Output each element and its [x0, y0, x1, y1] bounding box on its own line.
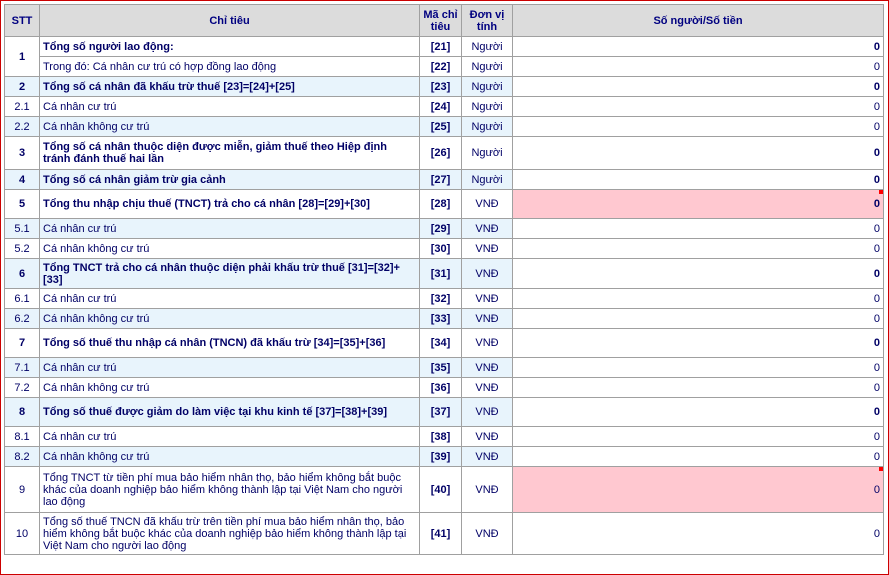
row-unit: VNĐ — [462, 239, 513, 259]
value-field[interactable]: 0 — [513, 378, 884, 398]
row-stt: 8.2 — [5, 447, 40, 467]
value-field[interactable]: 0 — [513, 77, 884, 97]
value-field[interactable] — [513, 467, 884, 513]
row-name: Cá nhân không cư trú — [40, 309, 420, 329]
table-row — [5, 239, 884, 259]
table-header — [5, 5, 884, 37]
row-code: [22] — [420, 57, 462, 77]
value-field[interactable]: 0 — [513, 259, 884, 289]
table-row — [5, 398, 884, 427]
table-row — [5, 447, 884, 467]
row-name: Cá nhân cư trú — [40, 427, 420, 447]
row-code: [36] — [420, 378, 462, 398]
table-row — [5, 37, 884, 57]
value-field[interactable]: 0 — [513, 447, 884, 467]
value-field[interactable]: 0 — [513, 117, 884, 137]
value-text: 0 — [873, 198, 880, 210]
row-unit: Người — [462, 37, 513, 57]
error-marker — [879, 190, 883, 194]
row-name: Tổng số thuế thu nhập cá nhân (TNCN) đã khấu trừ [34]=[35]+[36] — [40, 329, 420, 358]
row-unit: VNĐ — [462, 289, 513, 309]
value-field[interactable]: 0 — [513, 239, 884, 259]
row-stt: 7 — [5, 329, 40, 358]
row-name: Cá nhân cư trú — [40, 358, 420, 378]
value-field[interactable]: 0 — [513, 97, 884, 117]
table-row — [5, 513, 884, 555]
row-unit: VNĐ — [462, 190, 513, 219]
row-code: [26] — [420, 137, 462, 170]
table-row — [5, 309, 884, 329]
row-code: [32] — [420, 289, 462, 309]
header-value: Số người/Số tiền — [513, 5, 884, 37]
value-field[interactable]: 0 — [513, 513, 884, 555]
value-field[interactable] — [513, 190, 884, 219]
row-name: Cá nhân không cư trú — [40, 117, 420, 137]
table-row — [5, 427, 884, 447]
row-name: Cá nhân cư trú — [40, 219, 420, 239]
header-stt: STT — [5, 5, 40, 37]
row-code: [33] — [420, 309, 462, 329]
row-code: [23] — [420, 77, 462, 97]
row-name: Tổng TNCT trả cho cá nhân thuộc diện phải khấu trừ thuế [31]=[32]+[33] — [40, 259, 420, 289]
row-code: [35] — [420, 358, 462, 378]
row-unit: VNĐ — [462, 513, 513, 555]
error-marker — [879, 467, 883, 471]
row-code: [38] — [420, 427, 462, 447]
table-row — [5, 97, 884, 117]
row-name: Tổng số cá nhân đã khấu trừ thuế [23]=[24]+[25] — [40, 77, 420, 97]
table-row — [5, 378, 884, 398]
row-unit: VNĐ — [462, 329, 513, 358]
table-row — [5, 289, 884, 309]
row-name: Cá nhân không cư trú — [40, 239, 420, 259]
row-unit: Người — [462, 137, 513, 170]
row-code: [41] — [420, 513, 462, 555]
row-stt: 10 — [5, 513, 40, 555]
row-name: Tổng số thuế TNCN đã khấu trừ trên tiền phí mua bảo hiểm nhân thọ, bảo hiểm không bắt buộc khác của doanh nghiệp bảo hiểm không thành lập tại Việt Nam cho người lao động — [40, 513, 420, 555]
row-code: [30] — [420, 239, 462, 259]
row-stt: 7.1 — [5, 358, 40, 378]
row-stt: 4 — [5, 170, 40, 190]
value-field[interactable]: 0 — [513, 57, 884, 77]
row-unit: VNĐ — [462, 398, 513, 427]
row-code: [34] — [420, 329, 462, 358]
value-field[interactable]: 0 — [513, 427, 884, 447]
row-stt: 1 — [5, 37, 40, 77]
row-name: Tổng số cá nhân thuộc diện được miễn, giảm thuế theo Hiệp định tránh đánh thuế hai lần — [40, 137, 420, 170]
value-field[interactable]: 0 — [513, 358, 884, 378]
row-code: [40] — [420, 467, 462, 513]
row-stt: 2 — [5, 77, 40, 97]
row-name: Tổng thu nhập chịu thuế (TNCT) trả cho cá nhân [28]=[29]+[30] — [40, 190, 420, 219]
table-row — [5, 57, 884, 77]
row-name: Tổng TNCT từ tiền phí mua bảo hiểm nhân thọ, bảo hiểm không bắt buộc khác của doanh nghiệp bảo hiểm không thành lập tại Việt Nam cho người lao động — [40, 467, 420, 513]
row-name: Tổng số thuế được giảm do làm việc tại khu kinh tế [37]=[38]+[39] — [40, 398, 420, 427]
value-field[interactable]: 0 — [513, 398, 884, 427]
row-name: Cá nhân cư trú — [40, 289, 420, 309]
header-code: Mã chỉ tiêu — [420, 5, 462, 37]
value-field[interactable]: 0 — [513, 309, 884, 329]
value-field[interactable]: 0 — [513, 289, 884, 309]
header-unit: Đơn vị tính — [462, 5, 513, 37]
row-stt: 5 — [5, 190, 40, 219]
table-row — [5, 137, 884, 170]
row-stt: 5.2 — [5, 239, 40, 259]
tax-declaration-table — [4, 4, 884, 555]
row-name: Cá nhân không cư trú — [40, 378, 420, 398]
row-code: [29] — [420, 219, 462, 239]
value-field[interactable]: 0 — [513, 137, 884, 170]
table-row — [5, 219, 884, 239]
row-unit: VNĐ — [462, 309, 513, 329]
row-stt: 2.2 — [5, 117, 40, 137]
row-stt: 8.1 — [5, 427, 40, 447]
table-row — [5, 77, 884, 97]
row-code: [25] — [420, 117, 462, 137]
value-text: 0 — [873, 483, 880, 496]
row-name: Cá nhân không cư trú — [40, 447, 420, 467]
row-unit: Người — [462, 170, 513, 190]
row-unit: Người — [462, 97, 513, 117]
row-stt: 5.1 — [5, 219, 40, 239]
value-field[interactable]: 0 — [513, 170, 884, 190]
row-code: [21] — [420, 37, 462, 57]
table-row — [5, 467, 884, 513]
header-name: Chỉ tiêu — [40, 5, 420, 37]
row-name: Cá nhân cư trú — [40, 97, 420, 117]
table-row — [5, 117, 884, 137]
row-code: [37] — [420, 398, 462, 427]
row-stt: 6.1 — [5, 289, 40, 309]
row-unit: Người — [462, 117, 513, 137]
row-stt: 9 — [5, 467, 40, 513]
row-stt: 7.2 — [5, 378, 40, 398]
row-unit: VNĐ — [462, 358, 513, 378]
row-unit: Người — [462, 77, 513, 97]
row-unit: VNĐ — [462, 378, 513, 398]
row-unit: VNĐ — [462, 467, 513, 513]
row-code: [31] — [420, 259, 462, 289]
row-stt: 8 — [5, 398, 40, 427]
value-field[interactable]: 0 — [513, 329, 884, 358]
row-code: [24] — [420, 97, 462, 117]
row-name: Tổng số người lao động: — [40, 37, 420, 57]
row-stt: 6 — [5, 259, 40, 289]
table-row — [5, 358, 884, 378]
table-row — [5, 259, 884, 289]
table-row — [5, 329, 884, 358]
row-stt: 6.2 — [5, 309, 40, 329]
row-name: Tổng số cá nhân giảm trừ gia cảnh — [40, 170, 420, 190]
row-unit: VNĐ — [462, 259, 513, 289]
row-unit: Người — [462, 57, 513, 77]
row-code: [27] — [420, 170, 462, 190]
row-code: [39] — [420, 447, 462, 467]
row-unit: VNĐ — [462, 427, 513, 447]
value-field[interactable]: 0 — [513, 219, 884, 239]
table-row — [5, 170, 884, 190]
row-stt: 2.1 — [5, 97, 40, 117]
row-code: [28] — [420, 190, 462, 219]
row-stt: 3 — [5, 137, 40, 170]
table-row — [5, 190, 884, 219]
value-field[interactable]: 0 — [513, 37, 884, 57]
row-unit: VNĐ — [462, 219, 513, 239]
row-unit: VNĐ — [462, 447, 513, 467]
row-name: Trong đó: Cá nhân cư trú có hợp đồng lao động — [40, 57, 420, 77]
